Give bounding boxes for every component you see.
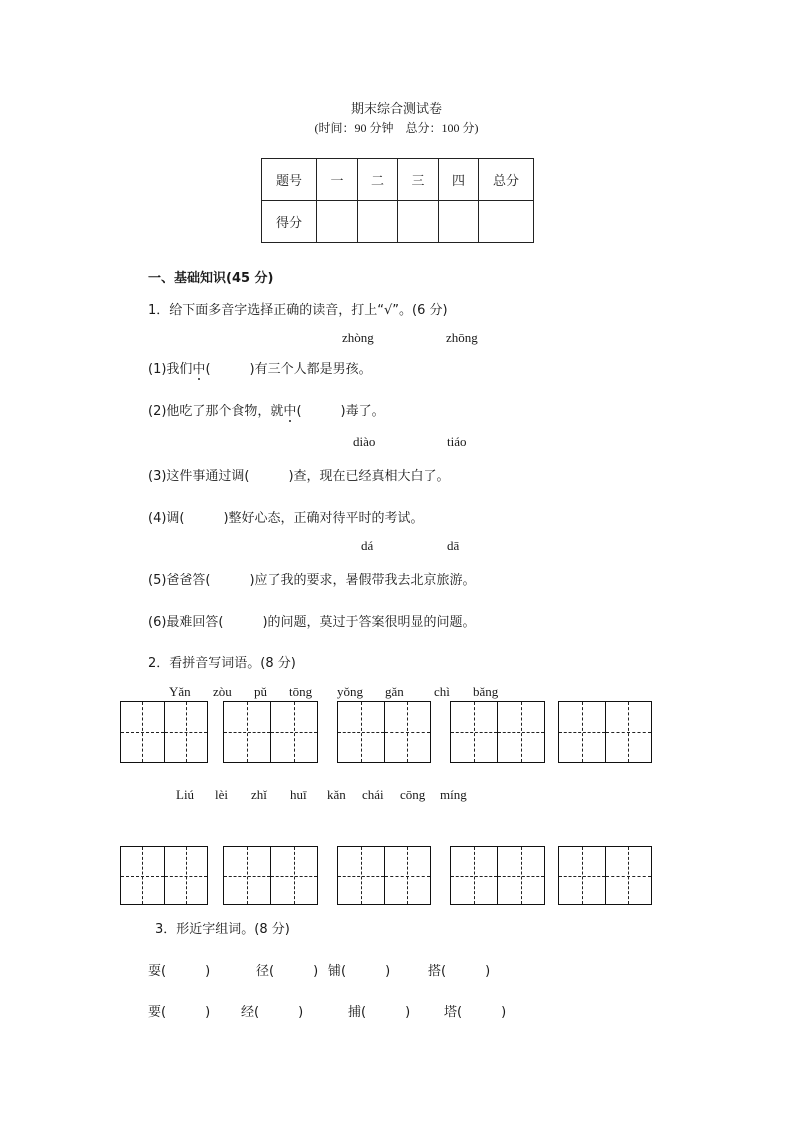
question-1-item-3: (3)这件事通过调( )查，现在已经真相大白了。	[148, 469, 450, 484]
pinyin-label: yǒng	[337, 684, 363, 699]
pinyin-label: bǎng	[473, 684, 499, 699]
pinyin-option: zhōng	[446, 330, 478, 345]
writing-grid[interactable]	[337, 701, 431, 763]
pinyin-option: dā	[447, 538, 460, 553]
score-cell: 得分	[262, 201, 317, 243]
score-cell: 总分	[479, 159, 534, 201]
score-cell: 三	[398, 159, 439, 201]
score-cell: 题号	[262, 159, 317, 201]
pinyin-label: zhǐ	[251, 787, 267, 802]
word-pair-item: 捕( )	[348, 1005, 411, 1020]
score-cell: 一	[317, 159, 358, 201]
pinyin-label: cōng	[400, 787, 426, 802]
pinyin-option: dá	[361, 538, 374, 553]
question-1-prompt: 1．给下面多音字选择正确的读音，打上“√”。(6 分)	[148, 303, 448, 318]
pinyin-label: huī	[290, 787, 307, 802]
writing-grid[interactable]	[450, 846, 545, 905]
writing-grid[interactable]	[558, 846, 652, 905]
page-title: 期末综合测试卷	[350, 102, 442, 117]
score-cell: 二	[358, 159, 398, 201]
item-text: ( )有三个人都是男孩。	[205, 362, 372, 377]
word-pair-item: 搭( )	[428, 964, 491, 979]
writing-grid[interactable]	[450, 701, 545, 763]
item-text: ( )毒了。	[296, 404, 385, 419]
pinyin-option: zhòng	[342, 330, 374, 345]
question-1-item-6: (6)最难回答( )的问题，莫过于答案很明显的问题。	[148, 615, 476, 630]
pinyin-label: gǎn	[385, 684, 404, 699]
word-pair-item: 铺( )	[328, 964, 391, 979]
word-pair-item: 要( )	[148, 1005, 211, 1020]
writing-grid[interactable]	[337, 846, 431, 905]
writing-grid[interactable]	[120, 846, 208, 905]
pinyin-label: lèi	[215, 787, 228, 802]
score-input-cell[interactable]	[439, 201, 479, 243]
score-cell: 四	[439, 159, 479, 201]
pinyin-label: míng	[440, 787, 467, 802]
question-2-prompt: 2．看拼音写词语。(8 分)	[148, 656, 296, 671]
question-3-prompt: 3．形近字组词。(8 分)	[155, 922, 290, 937]
writing-grid[interactable]	[223, 701, 318, 763]
pinyin-option: diào	[353, 434, 376, 449]
question-1-item-5: (5)爸爸答( )应了我的要求，暑假带我去北京旅游。	[148, 573, 476, 588]
score-input-cell[interactable]	[398, 201, 439, 243]
marked-char: 中	[283, 404, 297, 419]
question-1-item-1	[148, 358, 372, 377]
word-pair-item: 经( )	[241, 1005, 304, 1020]
pinyin-label: Liú	[176, 787, 195, 802]
pinyin-option: tiáo	[447, 434, 467, 449]
pinyin-label: pǔ	[254, 684, 267, 699]
marked-char: 中	[192, 362, 206, 377]
word-pair-item: 耍( )	[148, 964, 211, 979]
pinyin-label: tōng	[289, 684, 313, 699]
question-1-item-2	[148, 400, 385, 419]
score-input-cell[interactable]	[479, 201, 534, 243]
pinyin-label: chái	[362, 787, 384, 802]
score-table-header-row	[262, 159, 534, 201]
score-input-cell[interactable]	[358, 201, 398, 243]
item-text: (1)我们	[148, 362, 193, 377]
writing-grid[interactable]	[558, 701, 652, 763]
word-pair-item: 塔( )	[444, 1005, 507, 1020]
score-input-cell[interactable]	[317, 201, 358, 243]
question-1-item-4: (4)调( )整好心态，正确对待平时的考试。	[148, 511, 424, 526]
section-heading: 一、基础知识(45 分)	[148, 271, 274, 286]
pinyin-label: chì	[434, 684, 450, 699]
pinyin-label: Yǎn	[169, 684, 191, 699]
word-pair-item: 径( )	[256, 964, 319, 979]
score-table	[261, 158, 534, 243]
writing-grid[interactable]	[120, 701, 208, 763]
item-text: (2)他吃了那个食物，就	[148, 404, 284, 419]
pinyin-label: zòu	[213, 684, 232, 699]
writing-grid[interactable]	[223, 846, 318, 905]
pinyin-label: kǎn	[327, 787, 346, 802]
exam-info: (时间：90 分钟 总分：100 分)	[314, 121, 479, 135]
score-table-score-row	[262, 201, 534, 243]
